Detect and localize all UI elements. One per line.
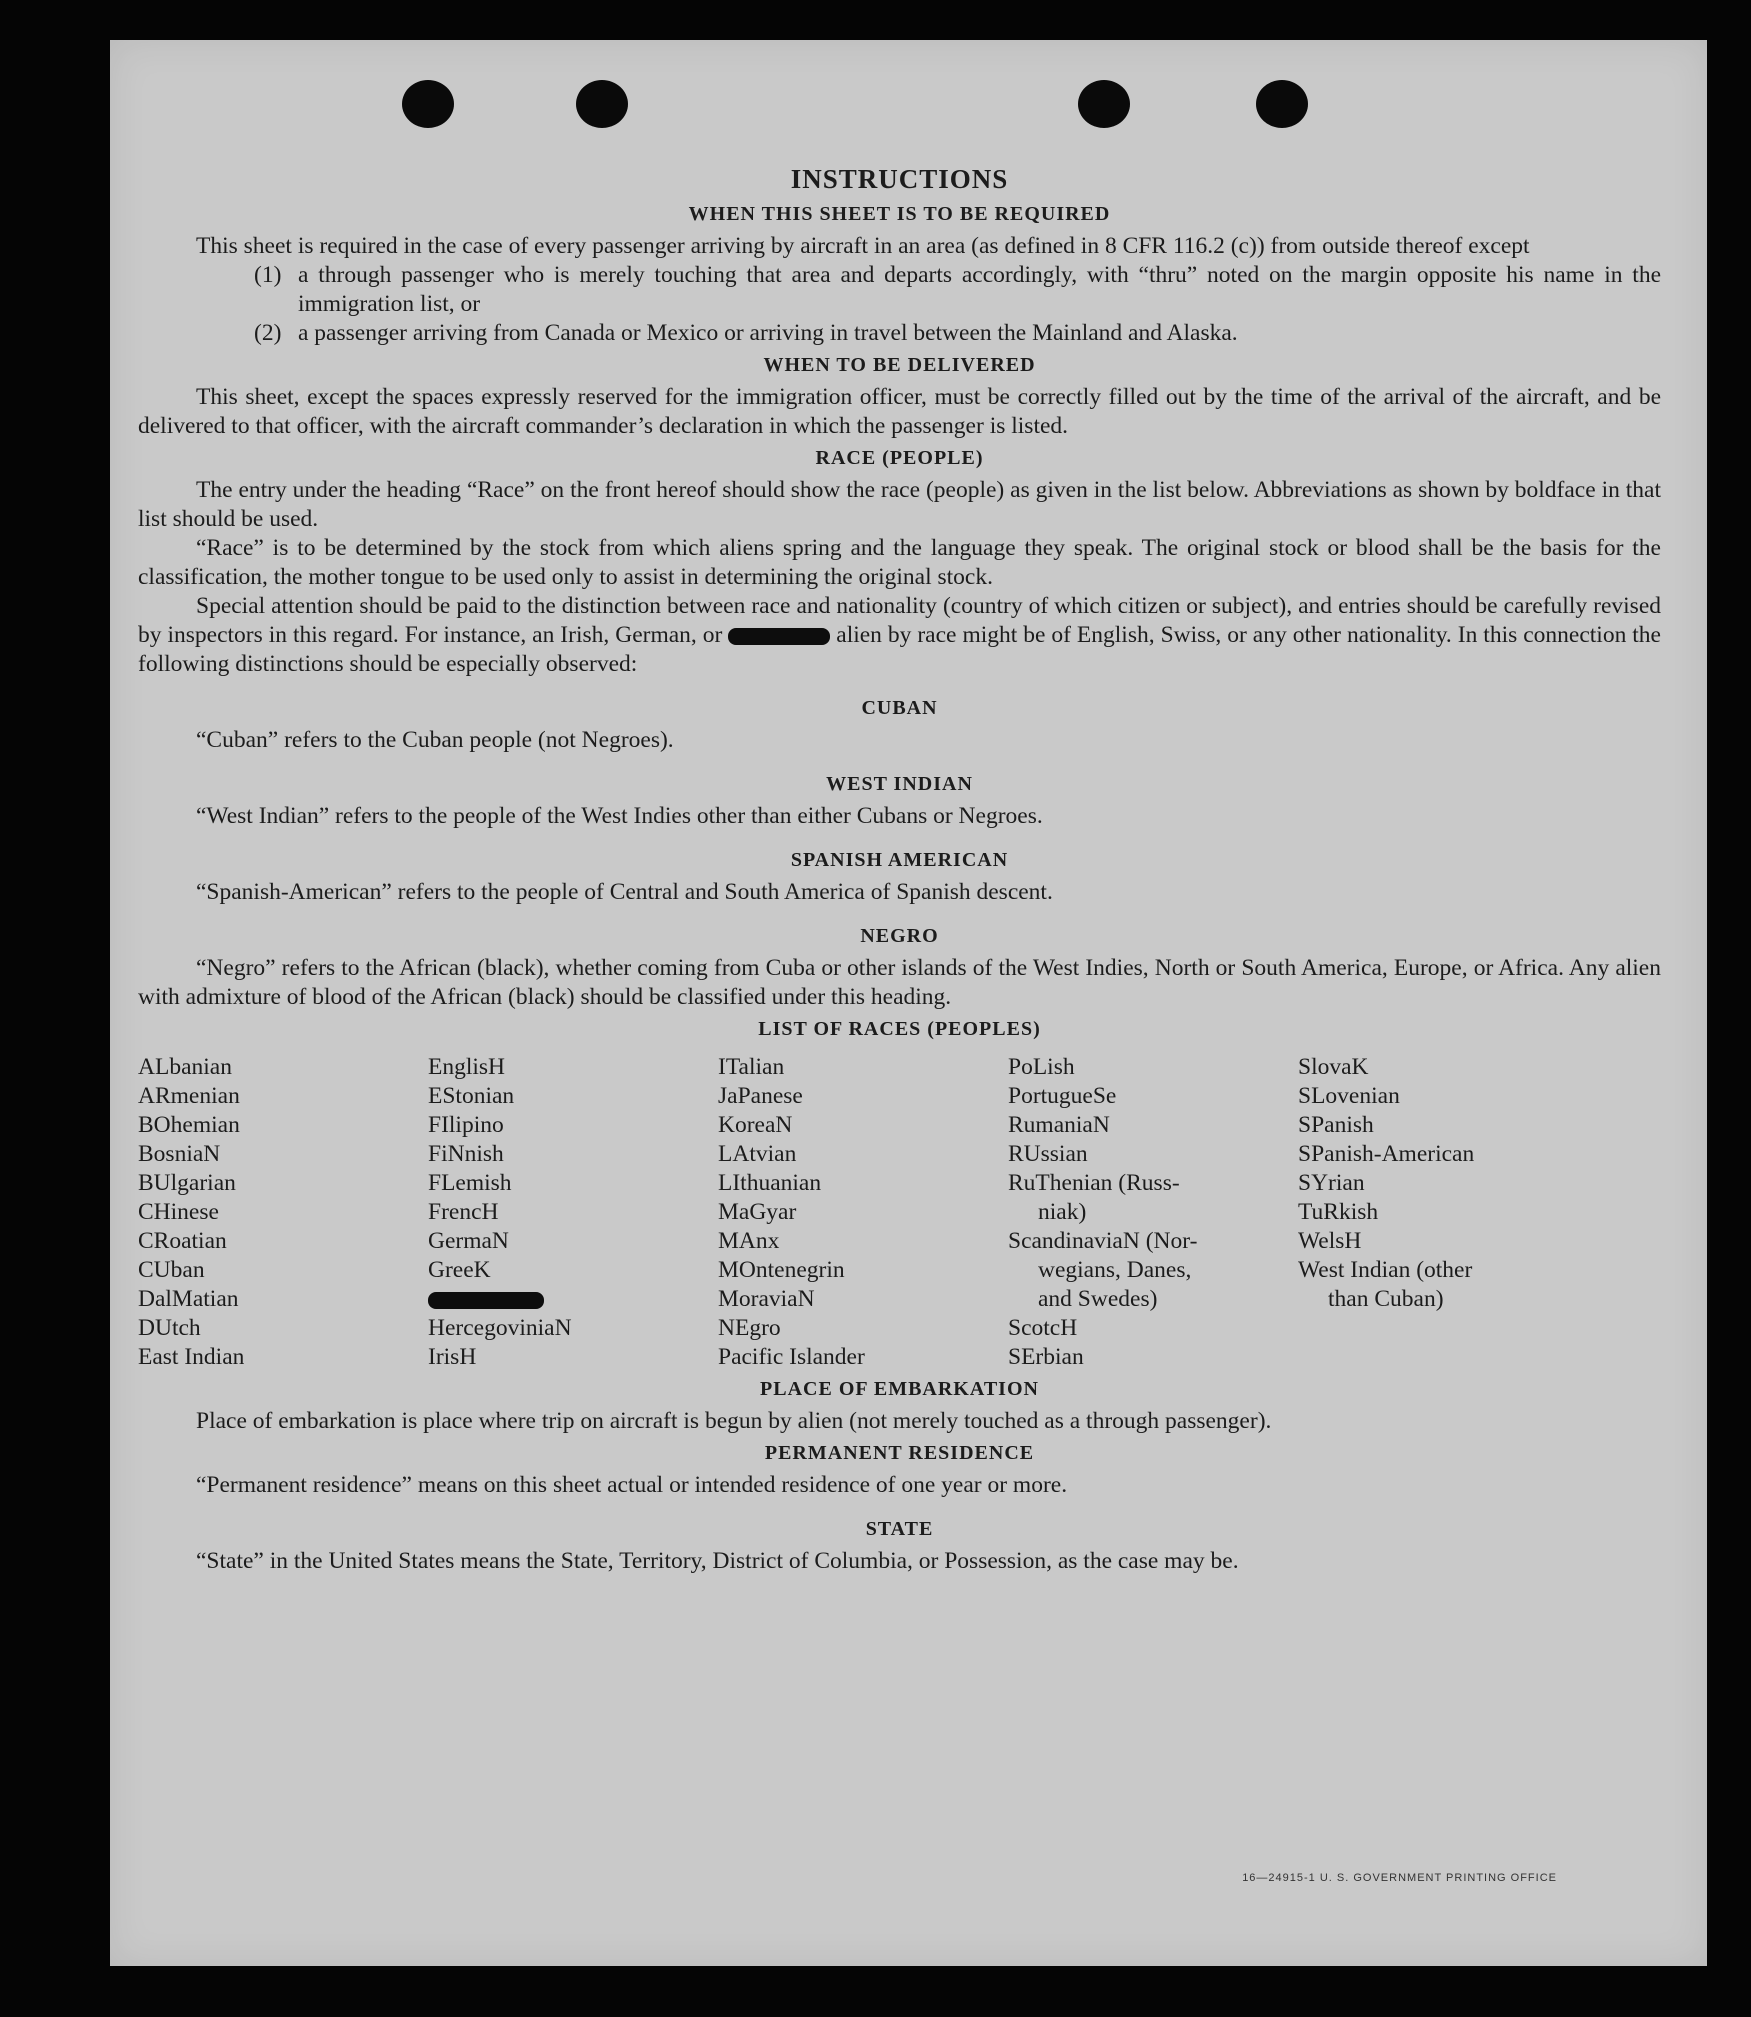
section-heading: SPANISH AMERICAN (790, 849, 1009, 871)
race-item: TuRkish (1298, 1199, 1379, 1225)
paragraph: Place of embarkation is place where trip on aircraft is begun by alien (not merely touched as a through passenger). (196, 1408, 1272, 1434)
race-item: GermaN (428, 1228, 509, 1254)
race-item: BosniaN (138, 1141, 221, 1167)
race-item: ScandinaviaN (Nor- (1008, 1228, 1198, 1254)
race-item: ALbanian (138, 1054, 232, 1080)
race-column (138, 1053, 428, 1372)
paragraph: “West Indian” refers to the people of the West Indies other than either Cubans or Negroes. (196, 803, 1043, 829)
race-item: LAtvian (718, 1141, 797, 1167)
printing-office-code: 16—24915-1 U. S. GOVERNMENT PRINTING OFFICE (1242, 1872, 1557, 1884)
page-title: INSTRUCTIONS (790, 164, 1009, 194)
race-item: RumaniaN (1008, 1112, 1110, 1138)
race-item: RUssian (1008, 1141, 1088, 1167)
paragraph: “Spanish-American” refers to the people of Central and South America of Spanish descent. (196, 879, 1053, 905)
paragraph: “Race” is to be determined by the stock from which aliens spring and the language they speak. The original stock or blood shall be the basis for the classification, the mother tongue to be used only to assist in determining the original stock. (138, 535, 1661, 590)
race-item: IrisH (428, 1344, 477, 1370)
race-item: DalMatian (138, 1286, 239, 1312)
race-item: KoreaN (718, 1112, 793, 1138)
paragraph: “Permanent residence” means on this sheet actual or intended residence of one year or more. (196, 1472, 1068, 1498)
item-text: a through passenger who is merely touching that area and departs accordingly, with “thru” noted on the margin opposite his name in the immigration list, or (298, 262, 1661, 317)
race-list (138, 1053, 1661, 1372)
race-item: ITalian (718, 1054, 785, 1080)
race-item: East Indian (138, 1344, 245, 1370)
race-item: SPanish (1298, 1112, 1374, 1138)
race-item: FiNnish (428, 1141, 504, 1167)
race-item: Pacific Islander (718, 1344, 865, 1370)
punch-hole (576, 80, 628, 128)
list-item (138, 261, 1661, 319)
paragraph: This sheet is required in the case of every passenger arriving by aircraft in an area (as defined in 8 CFR 116.2 (c)) from outside thereof except (196, 233, 1530, 259)
race-item: CRoatian (138, 1228, 227, 1254)
race-item: SYrian (1298, 1170, 1365, 1196)
punch-hole (1078, 80, 1130, 128)
race-item: ARmenian (138, 1083, 240, 1109)
race-item: EnglisH (428, 1054, 506, 1080)
race-item: WelsH (1298, 1228, 1362, 1254)
section-heading: PERMANENT RESIDENCE (764, 1442, 1035, 1464)
race-item: CHinese (138, 1199, 219, 1225)
race-item: SPanish-American (1298, 1141, 1475, 1167)
document-sheet (110, 40, 1707, 1966)
race-item: SLovenian (1298, 1083, 1400, 1109)
race-item: EStonian (428, 1083, 515, 1109)
section-heading: LIST OF RACES (PEOPLES) (758, 1018, 1041, 1040)
race-item: MaGyar (718, 1199, 797, 1225)
section-heading: WHEN TO BE DELIVERED (763, 354, 1036, 376)
race-item: FLemish (428, 1170, 512, 1196)
item-number: (1) (254, 262, 282, 288)
race-item: DUtch (138, 1315, 201, 1341)
paragraph: This sheet, except the spaces expressly reserved for the immigration officer, must be correctly filled out by the time of the arrival of the aircraft, and be delivered to that officer, with the aircraft commander’s declaration in which the passenger is listed. (138, 384, 1661, 439)
section-heading: WEST INDIAN (826, 773, 973, 795)
redaction-mark (728, 628, 830, 645)
paragraph (138, 592, 1661, 679)
race-item: wegians, Danes, (1038, 1257, 1192, 1283)
race-column (1008, 1053, 1298, 1372)
paragraph: The entry under the heading “Race” on the front hereof should show the race (people) as given in the list below. Abbreviations as shown by boldface in that list should be used. (138, 477, 1661, 532)
section-heading: STATE (865, 1518, 934, 1540)
race-item: West Indian (other (1298, 1257, 1473, 1283)
race-item: PoLish (1008, 1054, 1075, 1080)
race-column (718, 1053, 1008, 1372)
section-heading: NEGRO (860, 925, 939, 947)
race-item: and Swedes) (1038, 1286, 1158, 1312)
item-number: (2) (254, 320, 282, 346)
instructions-content (138, 164, 1661, 1576)
section-heading: PLACE OF EMBARKATION (760, 1378, 1039, 1400)
race-item: niak) (1038, 1199, 1087, 1225)
race-item: ScotcH (1008, 1315, 1078, 1341)
race-item: PortugueSe (1008, 1083, 1117, 1109)
race-item: BOhemian (138, 1112, 240, 1138)
race-column (428, 1053, 718, 1372)
race-item: SlovaK (1298, 1054, 1369, 1080)
race-item: HercegoviniaN (428, 1315, 572, 1341)
race-item: MoraviaN (718, 1286, 815, 1312)
race-item: SErbian (1008, 1344, 1084, 1370)
race-column (1298, 1053, 1588, 1372)
paragraph: “State” in the United States means the State, Territory, District of Columbia, or Possession, as the case may be. (196, 1548, 1239, 1574)
race-item: MAnx (718, 1228, 780, 1254)
redaction-mark (428, 1292, 544, 1309)
race-item: BUlgarian (138, 1170, 236, 1196)
section-heading: WHEN THIS SHEET IS TO BE REQUIRED (688, 203, 1111, 225)
paragraph-start: Special attention should be paid to the distinction between race and nationality (country of which citizen or subject), and entries should be carefully revised by inspectors in this regard. For instance, an Irish, German, or (138, 593, 1661, 648)
race-item: FIlipino (428, 1112, 504, 1138)
race-item: CUban (138, 1257, 205, 1283)
race-item: JaPanese (718, 1083, 803, 1109)
punch-hole (1256, 80, 1308, 128)
race-item: FrencH (428, 1199, 499, 1225)
punch-hole (402, 80, 454, 128)
section-heading: RACE (PEOPLE) (815, 447, 984, 469)
race-item: LIthuanian (718, 1170, 822, 1196)
item-text: a passenger arriving from Canada or Mexico or arriving in travel between the Mainland and Alaska. (298, 320, 1238, 346)
race-item: GreeK (428, 1257, 491, 1283)
paragraph: “Cuban” refers to the Cuban people (not Negroes). (196, 727, 674, 753)
race-item: MOntenegrin (718, 1257, 845, 1283)
race-item: NEgro (718, 1315, 781, 1341)
race-item: RuThenian (Russ- (1008, 1170, 1180, 1196)
race-item: than Cuban) (1328, 1286, 1444, 1312)
paragraph-end: alien by race might be of English, Swiss, or any other nationality. In this connection the following distinctions should be especially observed: (138, 622, 1661, 677)
race-item-redacted (428, 1285, 718, 1314)
section-heading: CUBAN (861, 697, 938, 719)
list-item (138, 319, 1661, 348)
paragraph: “Negro” refers to the African (black), whether coming from Cuba or other islands of the West Indies, North or South America, Europe, or Africa. Any alien with admixture of blood of the African (black) should be classified under this heading. (138, 955, 1661, 1010)
